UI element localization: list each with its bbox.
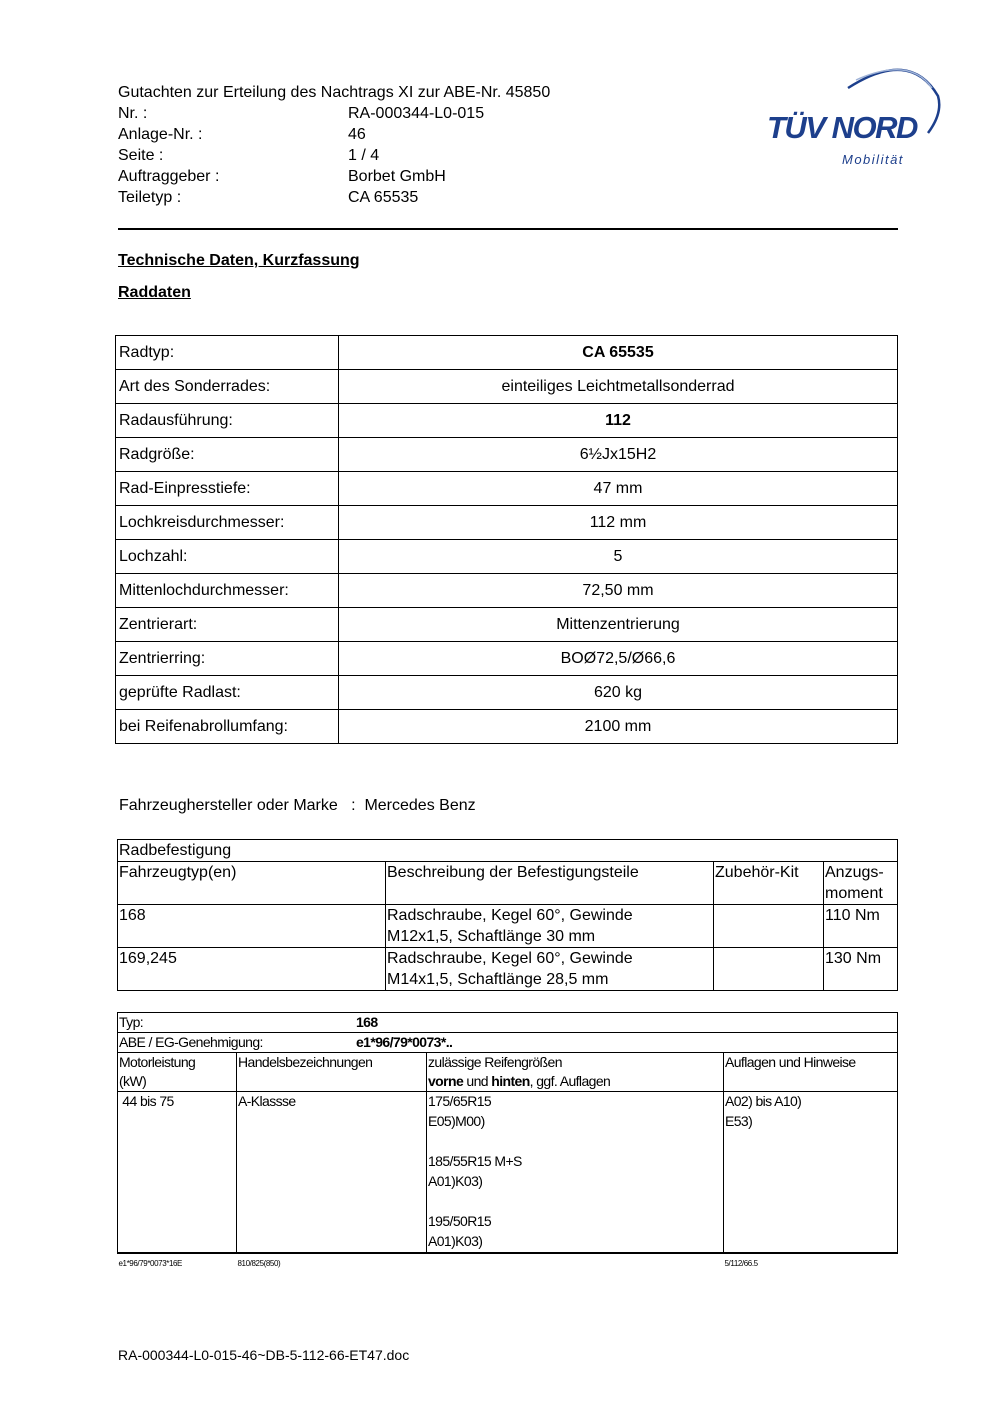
row-value: 2100 mm <box>339 710 898 744</box>
cell-auflagen <box>724 1092 898 1254</box>
footer-code: 5/112/66.5 <box>724 1259 758 1268</box>
row-value: 47 mm <box>339 472 898 506</box>
header-row-auftraggeber <box>118 166 550 187</box>
auflagen-line: A02) bis A10) <box>725 1093 802 1109</box>
column-header <box>118 1053 237 1092</box>
row-label: Lochzahl: <box>116 540 339 574</box>
radbefestigung-table <box>117 839 898 991</box>
logo-wordmark: TÜV NORD <box>767 110 917 145</box>
row-value: 112 <box>339 404 898 438</box>
row-value: 72,50 mm <box>339 574 898 608</box>
desc-line: M12x1,5, Schaftlänge 30 mm <box>387 928 596 945</box>
cell-kit <box>714 905 824 948</box>
desc-line: Radschraube, Kegel 60°, Gewinde <box>387 950 633 967</box>
header-line: Motorleistung <box>119 1054 196 1070</box>
header-label: Auftraggeber : <box>118 168 220 185</box>
row-label: bei Reifenabrollumfang: <box>116 710 339 744</box>
header-divider <box>118 228 898 230</box>
row-value: 5 <box>339 540 898 574</box>
row-value: BOØ72,5/Ø66,6 <box>339 642 898 676</box>
footer-code <box>427 1253 724 1273</box>
row-label: Radgröße: <box>116 438 339 472</box>
typ-value: 168 <box>356 1014 378 1030</box>
abe-cell <box>118 1033 898 1053</box>
header-label: Seite : <box>118 147 164 164</box>
row-value: CA 65535 <box>339 336 898 370</box>
header-row-anlage <box>118 124 550 145</box>
table-footer-row <box>118 1253 898 1273</box>
row-label: Lochkreisdurchmesser: <box>116 506 339 540</box>
reifen-line <box>428 1132 723 1152</box>
table-row <box>116 574 898 608</box>
table-row <box>116 370 898 404</box>
header-line: Anzugs- <box>825 864 884 881</box>
row-label: geprüfte Radlast: <box>116 676 339 710</box>
table-row <box>116 540 898 574</box>
document-filename: RA-000344-L0-015-46~DB-5-112-66-ET47.doc <box>118 1347 410 1363</box>
table-row <box>116 438 898 472</box>
header-text: und <box>463 1073 492 1089</box>
table-row <box>118 1033 898 1053</box>
row-label: Rad-Einpresstiefe: <box>116 472 339 506</box>
cell-reifen <box>427 1092 724 1254</box>
header-row-teiletyp <box>118 187 550 208</box>
column-header <box>427 1053 724 1092</box>
header-row-nr <box>118 103 550 124</box>
desc-line: Radschraube, Kegel 60°, Gewinde <box>387 907 633 924</box>
header-label: Nr. : <box>118 105 148 122</box>
row-value: 112 mm <box>339 506 898 540</box>
table-row <box>118 1013 898 1033</box>
cell-desc <box>386 948 714 991</box>
table-header-row <box>118 1053 898 1092</box>
table-header-row <box>118 862 898 905</box>
fahrzeughersteller-line <box>119 797 476 815</box>
section-title-technische-daten: Technische Daten, Kurzfassung <box>118 252 360 269</box>
header-line <box>428 1072 723 1091</box>
reifen-line: A01)K03) <box>428 1233 483 1249</box>
table-row <box>118 905 898 948</box>
cell-typ: 169,245 <box>118 948 386 991</box>
table-row <box>116 506 898 540</box>
cell-moment: 110 Nm <box>824 905 898 948</box>
header-label: Teiletyp : <box>118 189 182 206</box>
header-line: zulässige Reifengrößen <box>428 1054 562 1070</box>
header-value: RA-000344-L0-015 <box>348 105 485 122</box>
header-bold: vorne <box>428 1073 464 1089</box>
table-row <box>116 336 898 370</box>
table-row <box>116 472 898 506</box>
cell-motor: 44 bis 75 <box>118 1092 237 1254</box>
column-header: Fahrzeugtyp(en) <box>118 862 386 905</box>
abe-value: e1*96/79*0073*.. <box>356 1034 453 1050</box>
header-line: moment <box>825 885 883 902</box>
column-header <box>824 862 898 905</box>
header-value: Borbet GmbH <box>348 168 446 185</box>
column-header: Auflagen und Hinweise <box>724 1053 898 1092</box>
section-title-raddaten: Raddaten <box>118 284 191 301</box>
header-value: 46 <box>348 126 366 143</box>
cell-typ: 168 <box>118 905 386 948</box>
row-label: Mittenlochdurchmesser: <box>116 574 339 608</box>
table-row <box>116 710 898 744</box>
table-row <box>116 676 898 710</box>
table-row <box>118 1092 898 1254</box>
table-row <box>116 642 898 676</box>
tuv-nord-logo <box>760 58 945 173</box>
table-row <box>116 608 898 642</box>
row-value: 6½Jx15H2 <box>339 438 898 472</box>
row-value: Mittenzentrierung <box>339 608 898 642</box>
header-text: , ggf. Auflagen <box>529 1073 611 1089</box>
reifen-line: E05)M00) <box>428 1113 485 1129</box>
row-value: 620 kg <box>339 676 898 710</box>
header-bold: hinten <box>491 1073 530 1089</box>
document-header <box>118 82 550 208</box>
abe-label: ABE / EG-Genehmigung: <box>119 1034 263 1050</box>
header-label: Anlage-Nr. : <box>118 126 203 143</box>
footer-code: 810/825(850) <box>237 1259 281 1268</box>
reifen-line: A01)K03) <box>428 1173 483 1189</box>
typ-label: Typ: <box>119 1014 144 1030</box>
raddaten-table <box>115 335 898 744</box>
row-label: Zentrierart: <box>116 608 339 642</box>
reifen-line: 175/65R15 <box>428 1093 492 1109</box>
header-line: (kW) <box>119 1073 147 1089</box>
hersteller-label: Fahrzeughersteller oder Marke <box>119 797 338 814</box>
typ-table <box>117 1012 898 1273</box>
header-value: CA 65535 <box>348 189 419 206</box>
desc-line: M14x1,5, Schaftlänge 28,5 mm <box>387 971 609 988</box>
reifen-line: 185/55R15 M+S <box>428 1153 522 1169</box>
cell-desc <box>386 905 714 948</box>
header-title: Gutachten zur Erteilung des Nachtrags XI zur ABE-Nr. 45850 <box>118 84 551 101</box>
row-value: einteiliges Leichtmetallsonderrad <box>339 370 898 404</box>
header-value: 1 / 4 <box>348 147 380 164</box>
table-row <box>118 840 898 862</box>
table-title: Radbefestigung <box>118 840 898 862</box>
table-row <box>116 404 898 438</box>
row-label: Zentrierring: <box>116 642 339 676</box>
column-header: Beschreibung der Befestigungsteile <box>386 862 714 905</box>
table-row <box>118 948 898 991</box>
hersteller-value: Mercedes Benz <box>364 797 476 814</box>
cell-handel: A-Klassse <box>237 1092 427 1254</box>
header-row-seite <box>118 145 550 166</box>
column-header: Zubehör-Kit <box>714 862 824 905</box>
reifen-line <box>428 1192 723 1212</box>
cell-moment: 130 Nm <box>824 948 898 991</box>
auflagen-line: E53) <box>725 1113 753 1129</box>
cell-kit <box>714 948 824 991</box>
reifen-line: 195/50R15 <box>428 1213 492 1229</box>
hersteller-separator: : <box>351 797 356 814</box>
typ-cell <box>118 1013 898 1033</box>
footer-code: e1*96/79*0073*16E <box>118 1259 182 1268</box>
logo-subtitle: Mobilität <box>842 152 904 167</box>
row-label: Radtyp: <box>116 336 339 370</box>
column-header: Handelsbezeichnungen <box>237 1053 427 1092</box>
row-label: Radausführung: <box>116 404 339 438</box>
row-label: Art des Sonderrades: <box>116 370 339 404</box>
